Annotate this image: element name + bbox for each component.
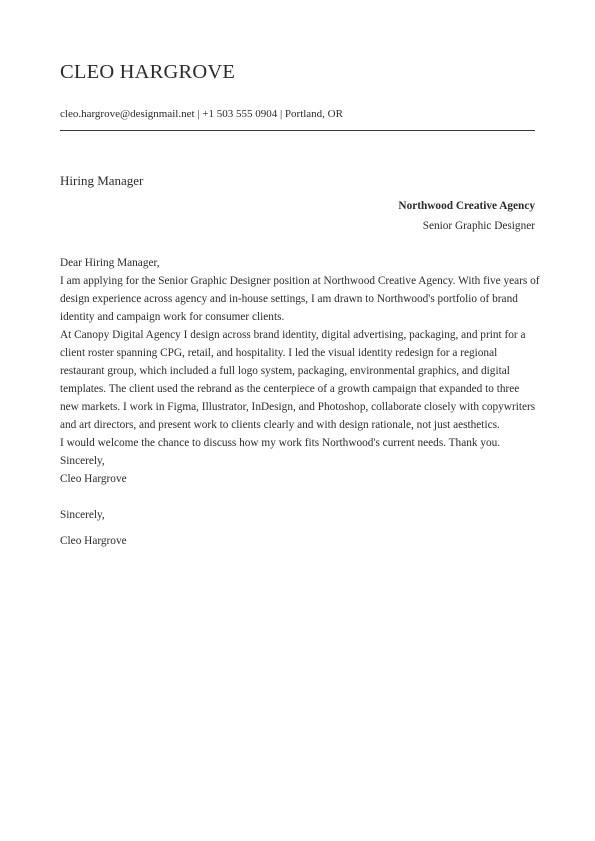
paragraph-intro: I am applying for the Senior Graphic Designer position at Northwood Creative Agency. With five years of design experience across agency and in-house settings, I am drawn to Northwood's portfolio of brand identity and campaign work for consumer clients. — [60, 275, 540, 323]
signature: Cleo Hargrove — [60, 473, 127, 485]
recipient-name: Hiring Manager — [60, 173, 144, 188]
signature-repeat: Cleo Hargrove — [60, 535, 127, 547]
header-divider — [60, 130, 535, 131]
contact-info: cleo.hargrove@designmail.net | +1 503 555 0904 | Portland, OR — [60, 108, 343, 120]
closing: Sincerely, — [60, 455, 105, 467]
letter-body — [60, 254, 540, 488]
salutation: Dear Hiring Manager, — [60, 257, 160, 269]
paragraph-closing: I would welcome the chance to discuss how my work fits Northwood's current needs. Thank you. — [60, 437, 501, 449]
recipient-company: Northwood Creative Agency — [398, 200, 535, 212]
job-position: Senior Graphic Designer — [422, 220, 535, 232]
applicant-name: CLEO HARGROVE — [60, 61, 236, 83]
paragraph-experience: At Canopy Digital Agency I design across brand identity, digital advertising, packaging, and print for a client roster spanning CPG, retail, and hospitality. I led the visual identity redesign for a regional restaurant group, which included a full logo system, packaging, environmental graphics, and digital templates. The client used the rebrand as the centerpiece of a growth campaign that expanded to three new markets. I work in Figma, Illustrator, InDesign, and Photoshop, collaborate closely with copywriters and art directors, and present work to clients clearly and with design rationale, not just aesthetics. — [60, 329, 536, 431]
closing-repeat: Sincerely, — [60, 509, 105, 521]
